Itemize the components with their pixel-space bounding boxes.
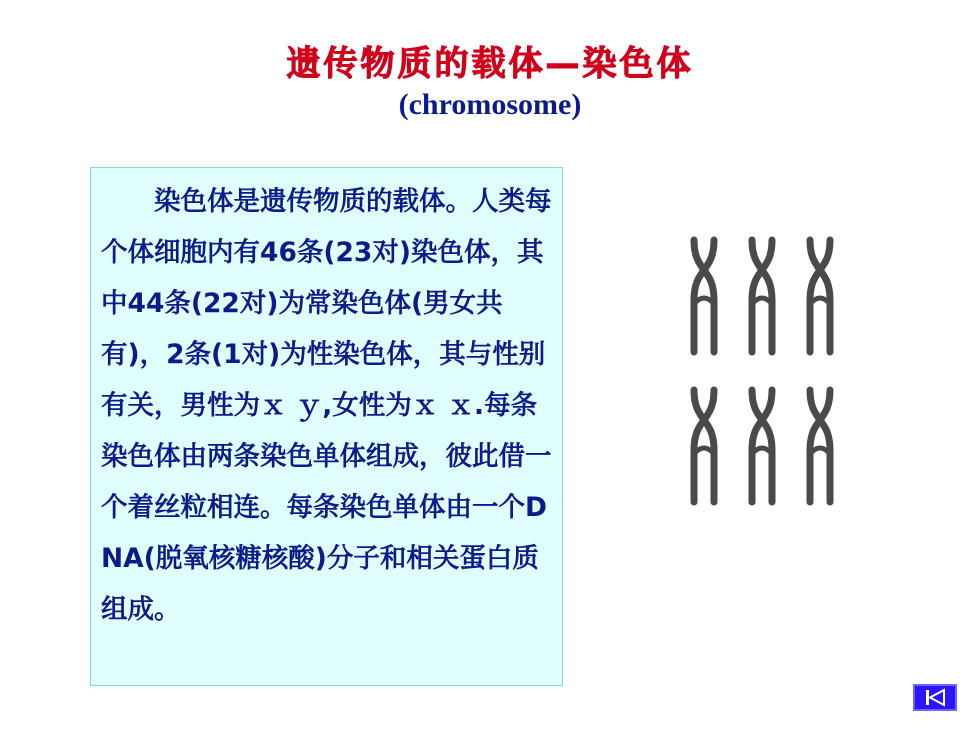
chromosome-illustration [680,232,850,512]
chromosome-5 [752,390,772,502]
slide-subtitle: (chromosome) [398,88,582,121]
skip-to-start-icon [915,686,955,709]
chromosome-6 [810,390,830,502]
first-slide-button[interactable] [913,684,957,711]
chromosome-4 [694,390,714,502]
chromosome-2 [752,240,772,352]
chromosome-3 [810,240,830,352]
chromosome-1 [694,240,714,352]
slide-title: 遗传物质的载体—染色体 [286,44,694,84]
content-textbox [90,167,563,686]
chromosome-figure [680,232,850,512]
body-paragraph: 染色体是遗传物质的载体。人类每个体细胞内有46条(23对)染色体，其中44条(22对)为常染色体(男女共有)，2条(1对)为性染色体，其与性别有关，男性为ｘ ｙ,女性为ｘ ｘ.每条染色体由两条染色单体组成，彼此借一个着丝粒相连。每条染色单体由一个DNA(脱氧核糖核酸)分子和相关蛋白质组成。 [101,186,552,625]
